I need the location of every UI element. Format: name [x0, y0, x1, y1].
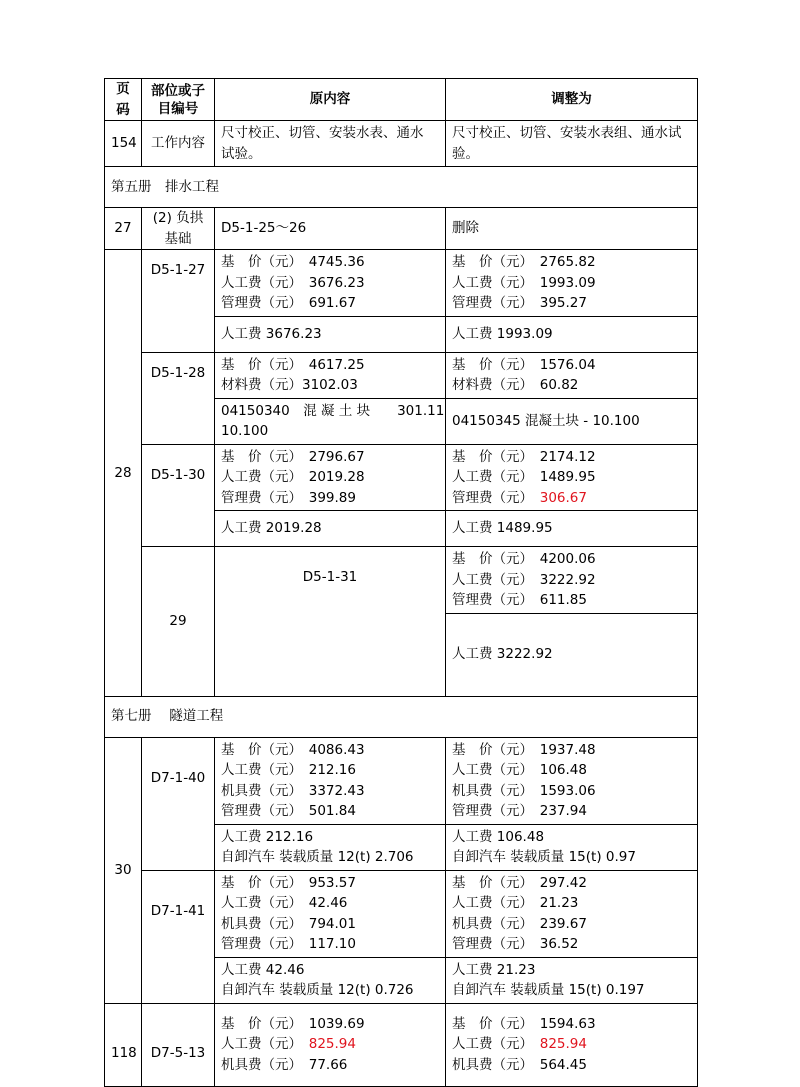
page-number: 154 — [105, 121, 142, 167]
text-line: 自卸汽车 装载质量 12(t) 2.706 — [221, 849, 414, 865]
text-line: 管理费（元） 399.89 — [221, 489, 356, 506]
text-line: 基 价（元） 297.42 — [452, 874, 587, 891]
table-row — [105, 444, 698, 511]
part-code: D5-1-30 — [142, 444, 215, 547]
text-line: 机具费（元） 77.66 — [221, 1056, 348, 1073]
text-line: 10.100 — [221, 423, 269, 439]
table-row — [105, 737, 698, 824]
text-line: 自卸汽车 装载质量 15(t) 0.197 — [452, 982, 645, 998]
text-line: 管理费（元） 36.52 — [452, 936, 579, 952]
part-code: D5-1-28 — [142, 352, 215, 444]
header-adjusted: 调整为 — [446, 79, 698, 121]
text-line — [452, 488, 691, 509]
text-line: 机具费（元） 1593.06 — [452, 782, 596, 799]
text-line: 机具费（元） 3372.43 — [221, 782, 365, 799]
original-content: D5-1-25～26 — [215, 208, 446, 250]
section-title: 第七册 隧道工程 — [105, 696, 698, 737]
original-content — [215, 870, 446, 957]
text-line: 自卸汽车 装载质量 12(t) 0.726 — [221, 982, 414, 998]
text-line: 基 价（元） 1576.04 — [452, 356, 596, 373]
fee-label: 人工费（元） — [452, 1036, 527, 1053]
text-line: 尺寸校正、切管、安装水表、通水 — [221, 125, 424, 141]
adjusted-content — [446, 957, 698, 1003]
text-line: 基 价（元） 953.57 — [221, 874, 356, 891]
text-line: 人工费 42.46 — [221, 961, 305, 978]
page-number: 118 — [105, 1003, 142, 1086]
text-line: 机具费（元） 564.45 — [452, 1056, 587, 1073]
original-content — [215, 824, 446, 870]
section-row — [105, 167, 698, 208]
original-content — [215, 444, 446, 511]
text-line: 人工费（元） 3676.23 — [221, 274, 365, 291]
text-line: 管理费（元） 237.94 — [452, 803, 587, 819]
table-row — [105, 208, 698, 250]
part-code: D5-1-27 — [142, 250, 215, 353]
text-line: 人工费（元） 42.46 — [221, 895, 348, 911]
adjusted-content — [446, 121, 698, 167]
text-line: 管理费（元） 395.27 — [452, 295, 587, 311]
adjustment-table — [104, 78, 698, 1087]
text-line: 基 价（元） 1039.69 — [221, 1015, 365, 1032]
text-line: 基 价（元） 4086.43 — [221, 741, 365, 758]
adjusted-content — [446, 737, 698, 824]
highlighted-value: 306.67 — [539, 489, 587, 506]
part-code: D5-1-31 — [215, 547, 446, 697]
text-line: 人工费（元） 1993.09 — [452, 274, 596, 291]
text-line: 管理费（元） 691.67 — [221, 295, 356, 311]
part-code: D7-1-41 — [142, 870, 215, 1003]
text-line — [221, 1034, 439, 1055]
text-line: 材料费（元）3102.03 — [221, 377, 358, 393]
text-line: 基 价（元） 4617.25 — [221, 356, 365, 373]
text-line: 人工费（元） 21.23 — [452, 895, 579, 911]
text-line: 基 价（元） 4200.06 — [452, 551, 596, 567]
text-line: 基 价（元） 1594.63 — [452, 1015, 596, 1032]
part-code: D7-5-13 — [142, 1003, 215, 1086]
adjusted-content — [446, 352, 698, 398]
text-line: 人工费（元） 106.48 — [452, 762, 587, 778]
highlighted-value: 825.94 — [539, 1036, 587, 1053]
page-number: 28 — [105, 250, 142, 697]
text-line: 人工费 212.16 — [221, 828, 314, 845]
adjusted-content: 人工费 1489.95 — [446, 511, 698, 547]
original-content: 人工费 3676.23 — [215, 316, 446, 352]
text-line: 试验。 — [221, 145, 262, 162]
adjusted-content — [446, 1003, 698, 1086]
adjusted-content — [446, 444, 698, 511]
text-line: 人工费（元） 3222.92 — [452, 571, 596, 588]
text-line: 人工费（元） 1489.95 — [452, 469, 596, 485]
highlighted-value: 825.94 — [308, 1036, 356, 1053]
part-code: 工作内容 — [142, 121, 215, 167]
header-original: 原内容 — [215, 79, 446, 121]
page-number: 30 — [105, 737, 142, 1003]
adjusted-content — [446, 824, 698, 870]
original-content — [215, 398, 446, 444]
text-line: 管理费（元） 501.84 — [221, 803, 356, 819]
text-line: 人工费（元） 2019.28 — [221, 469, 365, 485]
part-code — [142, 208, 215, 250]
original-content — [215, 352, 446, 398]
text-line: 基 价（元） 1937.48 — [452, 741, 596, 758]
page-number: 27 — [105, 208, 142, 250]
text-line: 基 价（元） 2796.67 — [221, 448, 365, 465]
text-line: 人工费（元） 212.16 — [221, 762, 356, 778]
adjusted-content: 删除 — [446, 208, 698, 250]
text-line: 管理费（元） 117.10 — [221, 936, 356, 952]
table-row — [105, 352, 698, 398]
table-row — [105, 870, 698, 957]
text-line: 机具费（元） 794.01 — [221, 915, 356, 932]
original-content: 人工费 2019.28 — [215, 511, 446, 547]
text-line: (2) 负拱 — [152, 210, 204, 226]
section-row — [105, 696, 698, 737]
text-line: 人工费 21.23 — [452, 961, 536, 978]
text-line: 自卸汽车 装载质量 15(t) 0.97 — [452, 849, 636, 865]
adjusted-content: 人工费 1993.09 — [446, 316, 698, 352]
table-header-row — [105, 79, 698, 121]
text-line: 人工费 106.48 — [452, 828, 545, 845]
adjusted-content: 04150345 混凝土块 - 10.100 — [446, 398, 698, 444]
fee-label: 人工费（元） — [221, 1036, 296, 1053]
text-line: 基 价（元） 2765.82 — [452, 254, 596, 270]
table-row — [105, 121, 698, 167]
header-page: 页码 — [105, 79, 142, 121]
text-line: 验。 — [452, 145, 479, 162]
part-code: D7-1-40 — [142, 737, 215, 870]
text-line: 基 价（元） 2174.12 — [452, 448, 596, 465]
original-content — [215, 121, 446, 167]
original-content — [215, 250, 446, 317]
original-content — [215, 957, 446, 1003]
table-row — [105, 547, 698, 614]
table-row — [105, 1003, 698, 1086]
header-part: 部位或子 目编号 — [142, 79, 215, 121]
original-content: 人工费 3222.92 — [446, 613, 698, 696]
section-title: 第五册 排水工程 — [105, 167, 698, 208]
text-line: 尺寸校正、切管、安装水表组、通水试 — [452, 125, 682, 141]
adjusted-content — [446, 250, 698, 317]
table-row — [105, 250, 698, 317]
text-line: 机具费（元） 239.67 — [452, 915, 587, 932]
original-content — [215, 737, 446, 824]
text-line: 基 价（元） 4745.36 — [221, 254, 365, 270]
text-line: 管理费（元） 611.85 — [452, 592, 587, 608]
fee-label: 管理费（元） — [452, 489, 527, 506]
original-content — [215, 1003, 446, 1086]
text-line: 04150340 混 凝 土 块 301.11 — [221, 402, 445, 419]
page-number: 29 — [142, 547, 215, 697]
text-line — [452, 1034, 691, 1055]
text-line: 材料费（元） 60.82 — [452, 377, 579, 393]
adjusted-content — [446, 870, 698, 957]
text-line: 基础 — [164, 230, 192, 247]
original-content — [446, 547, 698, 614]
